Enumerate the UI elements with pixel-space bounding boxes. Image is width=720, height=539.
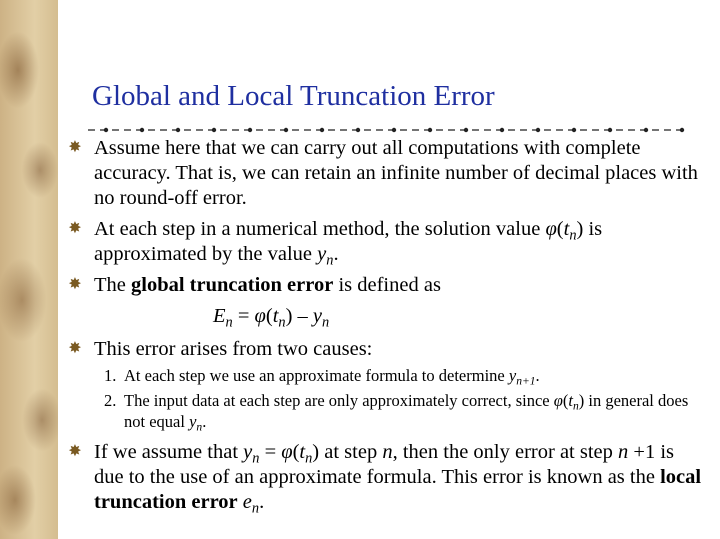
slide-body: [66, 136, 706, 521]
sub-item: [66, 365, 706, 386]
bullet-item: [66, 136, 706, 211]
bullet-item: [66, 217, 706, 267]
bullet-text: The global truncation error is defined as: [94, 274, 441, 296]
bullet-text: At each step in a numerical method, the solution value $\varphi(t_n)$ is approximated by the value $y_n$.: [94, 218, 603, 269]
global-error-formula: $E_n = \varphi(t_n) - y_n$: [213, 305, 330, 331]
bullet-item: [66, 440, 706, 515]
ornament-bullet-icon: ✸: [68, 276, 82, 293]
sub-item-text: At each step we use an approximate formula to determine $y_{n+1}$.: [124, 366, 540, 388]
bullet-text: Assume here that we can carry out all computations with complete accuracy. That is, we can retain an infinite number of decimal places with no round-off error.: [94, 137, 698, 209]
bullet-item: [66, 273, 706, 298]
sub-item-text: The input data at each step are only approximately correct, since $\varphi(t_n)$ in general does not equal $y_n$.: [124, 391, 689, 434]
slide-title: Global and Local Truncation Error: [92, 80, 495, 112]
ornament-bullet-icon: ✸: [68, 443, 82, 460]
bullet-text: If we assume that $y_n = \varphi(t_n)$ at step n, then the only error at step n +1 is due to the use of an approximate formula. This error is known as the local truncation error $e_n$.: [94, 441, 702, 517]
decorative-sidebar: [0, 0, 58, 539]
bullet-text: This error arises from two causes:: [94, 338, 373, 360]
ornament-bullet-icon: ✸: [68, 340, 82, 357]
sub-item-number: 1.: [104, 366, 117, 385]
dotted-divider: [88, 127, 688, 133]
bullet-item: [66, 337, 706, 362]
ornament-bullet-icon: ✸: [68, 220, 82, 237]
sub-item-number: 2.: [104, 391, 117, 410]
sub-item: [66, 390, 706, 432]
ornament-bullet-icon: ✸: [68, 139, 82, 156]
